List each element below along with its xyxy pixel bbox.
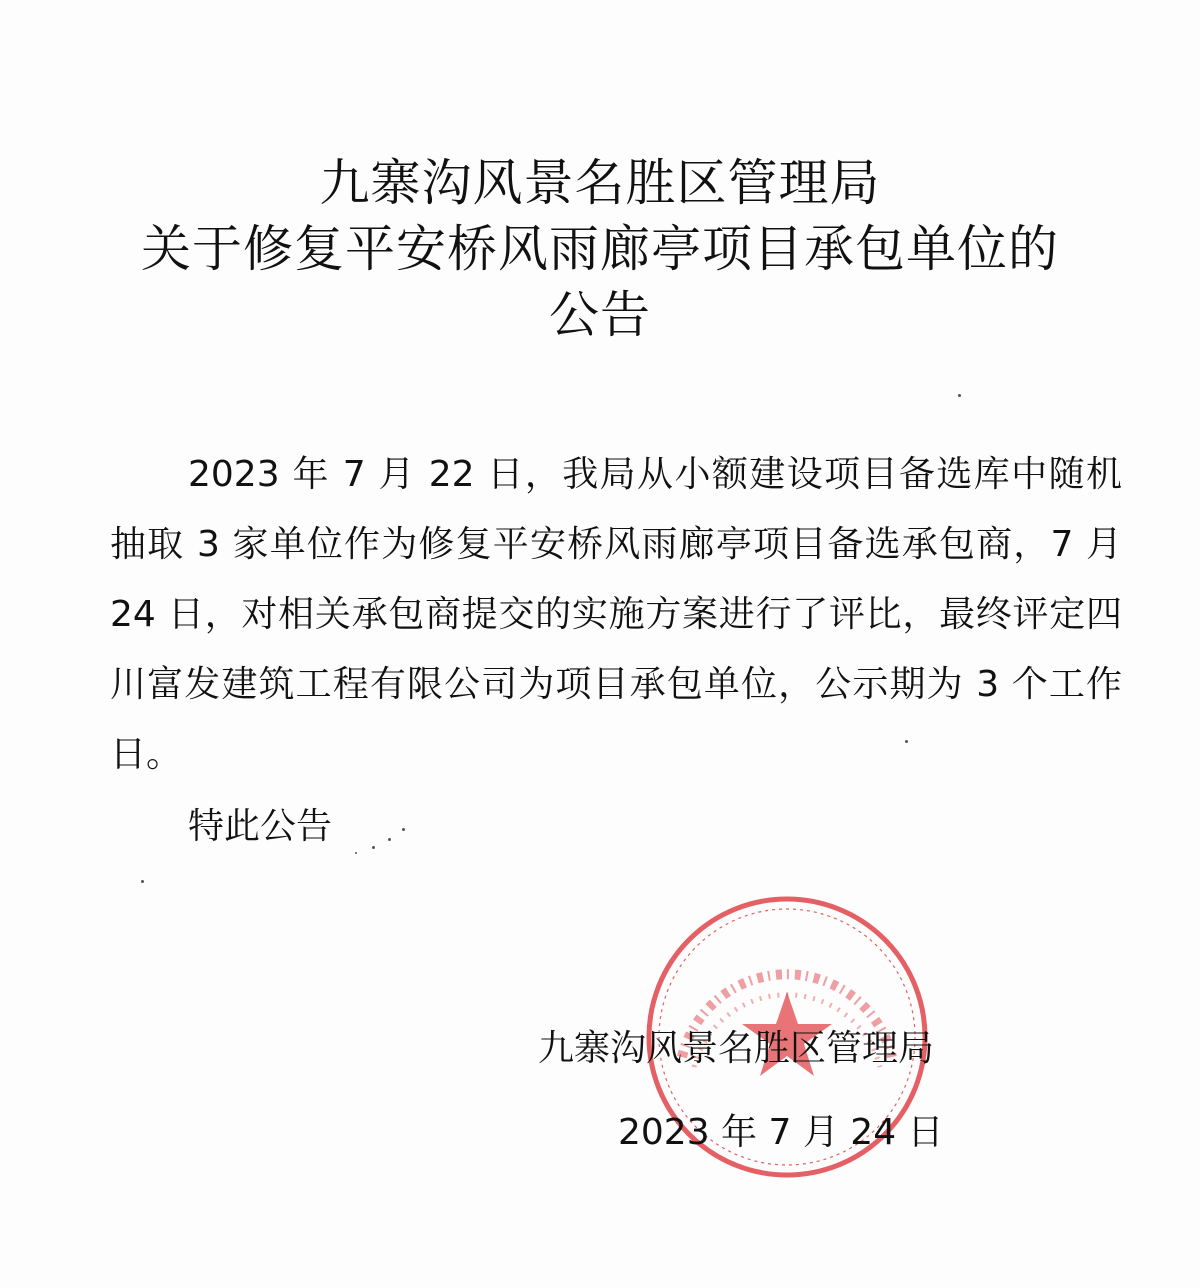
document-title	[0, 150, 1200, 348]
scan-speck	[372, 846, 375, 849]
scan-speck	[905, 740, 908, 743]
title-line-1: 九寨沟风景名胜区管理局	[319, 154, 881, 212]
scan-speck	[388, 838, 391, 841]
scan-speck	[355, 852, 357, 854]
title-line-3: 公告	[549, 286, 651, 344]
scan-speck	[958, 394, 961, 397]
closing-text: 特此公告	[188, 806, 333, 847]
body-paragraph: 2023 年 7 月 22 日，我局从小额建设项目备选库中随机抽取 3 家单位作为修复平安桥风雨廊亭项目备选承包商，7 月 24 日，对相关承包商提交的实施方案进行了评比，最终评定四川富发建筑工程有限公司为项目承包单位，公示期为 3 个工作日。	[110, 454, 1122, 775]
scan-speck	[141, 880, 144, 883]
scan-speck	[402, 828, 405, 831]
title-line-2: 关于修复平安桥风雨廊亭项目承包单位的	[141, 220, 1059, 278]
signature-date: 2023 年 7 月 24 日	[618, 1112, 944, 1153]
signature-organization: 九寨沟风景名胜区管理局	[538, 1028, 935, 1069]
